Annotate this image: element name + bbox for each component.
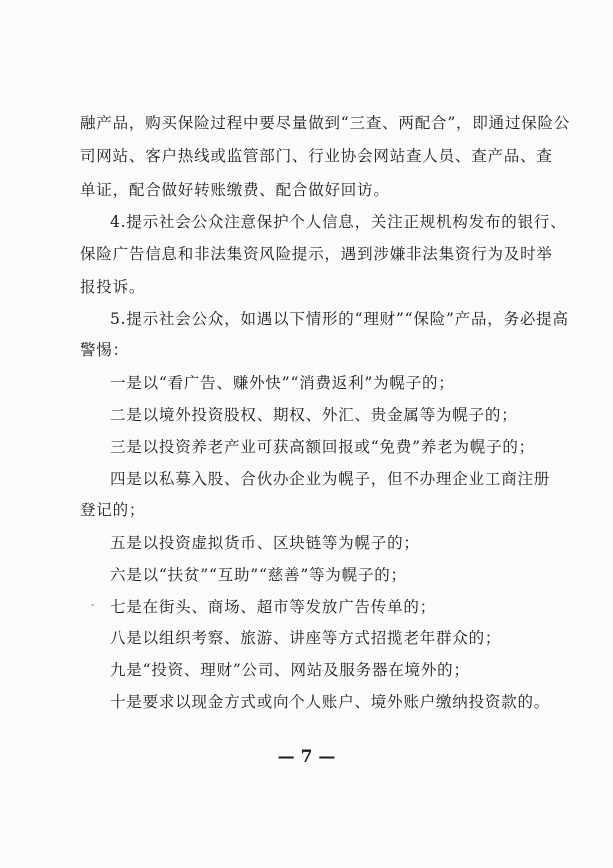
warning-item: 十是要求以现金方式或向个人账户、境外账户缴纳投资款的。 [110,693,551,711]
item-4-line: 4.提示社会公众注意保护个人信息，关注正规机构发布的银行、 [110,213,567,231]
warning-item: 六是以“扶贫”“互助”“慈善”等为幌子的； [110,566,407,584]
item-4-line: 保险广告信息和非法集资风险提示，遇到涉嫌非法集资行为及时举 [80,245,553,263]
item-5-line: 警惕： [80,341,129,359]
paragraph-line: 融产品，购买保险过程中要尽量做到“三查、两配合”，即通过保险公 [80,114,571,132]
item-5-line: 5.提示社会公众，如遇以下情形的“理财”“保险”产品，务必提高 [110,310,569,328]
warning-item-continued: 登记的； [80,501,146,519]
warning-item: 七是在街头、商场、超市等发放广告传单的； [110,598,437,616]
item-4-line: 报投诉。 [80,278,146,296]
warning-item: 八是以组织考察、旅游、讲座等方式招揽老年群众的； [110,629,502,647]
scan-speck [91,604,94,606]
page-number: — 7 — [277,747,336,767]
warning-item: 三是以投资养老产业可获高额回报或“免费”养老为幌子的； [110,438,535,456]
paragraph-line: 司网站、客户热线或监管部门、行业协会网站查人员、查产品、查 [80,147,553,165]
warning-item: 二是以境外投资股权、期权、外汇、贵金属等为幌子的； [110,406,518,424]
warning-item: 一是以“看广告、赚外快”“消费返利”为幌子的； [110,374,455,392]
warning-item: 四是以私募入股、合伙办企业为幌子，但不办理企业工商注册 [110,470,551,488]
warning-item: 九是“投资、理财”公司、网站及服务器在境外的； [110,661,470,679]
warning-item: 五是以投资虚拟货币、区块链等为幌子的； [110,534,420,552]
paragraph-line: 单证，配合做好转账缴费、配合做好回访。 [80,181,390,199]
